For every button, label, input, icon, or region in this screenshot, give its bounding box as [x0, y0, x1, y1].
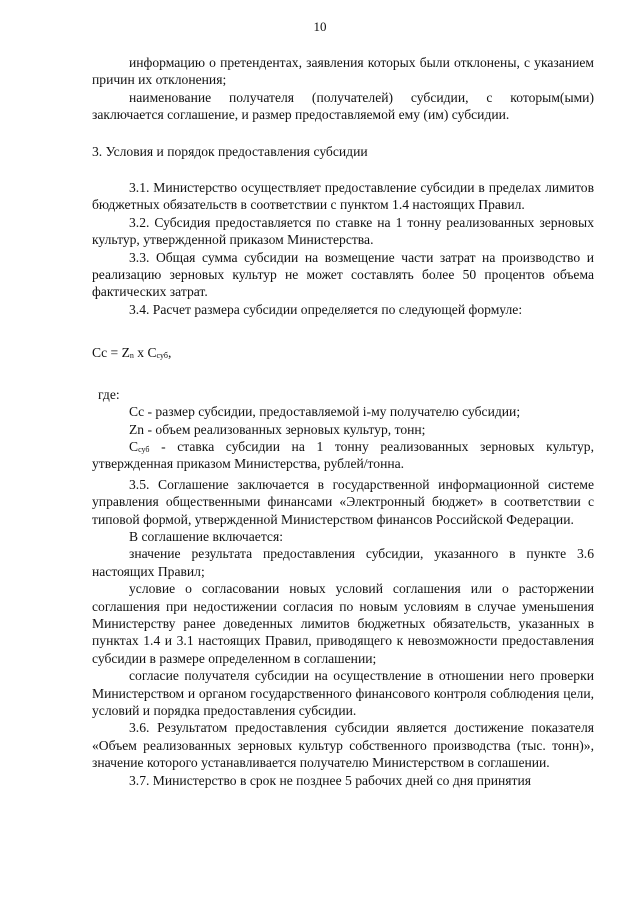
clause-3-7: 3.7. Министерство в срок не позднее 5 рабочих дней со дня принятия: [129, 772, 532, 788]
definition-cc: [92, 403, 594, 420]
agreement-item: согласие получателя субсидии на осуществление в отношении него проверки Министерством и органом государственного финансового контроля соблюдения цели, условий и порядка предоставления субсидии.: [92, 668, 594, 718]
clause-3-1: 3.1. Министерство осуществляет предоставление субсидии в пределах лимитов бюджетных обязательств в соответствии с пунктом 1.4 настоящих Правил.: [92, 180, 594, 213]
definition-zn: [92, 421, 594, 438]
agreement-includes: В соглашение включается:: [129, 528, 283, 544]
agreement-item: условие о согласовании новых условий соглашения или о расторжении соглашения при недостижении согласия по новым условиям в случае уменьшения Министерству ранее доведенных лимитов бюджетных обязательств, указанных в пунктах 1.4 и 3.1 настоящих Правил, приводящего к невозможности предоставления субсидии в размере определенном в соглашении;: [92, 581, 594, 666]
clause-3-4: 3.4. Расчет размера субсидии определяется по следующей формуле:: [129, 301, 523, 317]
definition-symbol: Cc: [129, 404, 145, 420]
formula-lhs: Cc = Z: [92, 345, 130, 361]
formula: [92, 344, 594, 361]
definition-text: - размер субсидии, предоставляемой i-му получателю субсидии;: [144, 404, 521, 420]
section-heading: 3. Условия и порядок предоставления субсидии: [92, 143, 368, 159]
formula-z-subscript: n: [129, 351, 134, 361]
definition-symbol: C: [129, 438, 139, 454]
definition-subscript: суб: [138, 444, 150, 454]
definition-text: - объем реализованных зерновых культур, тонн;: [144, 421, 426, 437]
where-label: где:: [98, 386, 120, 402]
formula-c-subscript: суб: [156, 351, 168, 361]
formula-mid: x C: [133, 345, 157, 361]
page-number: 10: [313, 19, 327, 34]
agreement-item: значение результата предоставления субсидии, указанного в пункте 3.6 настоящих Правил;: [92, 546, 594, 579]
formula-tail: ,: [167, 345, 172, 361]
definition-symbol: Zn: [129, 421, 145, 437]
definition-text: - ставка субсидии на 1 тонну реализованных зерновых культур, утвержденная приказом Министерства, рублей/тонна.: [92, 438, 594, 472]
clause-3-5: 3.5. Соглашение заключается в государственной информационной системе управления общественными финансами «Электронный бюджет» в соответствии с типовой формой, утвержденной Министерством финансов Российской Федерации.: [92, 476, 594, 527]
clause-3-3: 3.3. Общая сумма субсидии на возмещение части затрат на производство и реализацию зерновых культур не может составлять более 50 процентов объема фактических затрат.: [92, 249, 594, 300]
document-body: [92, 54, 594, 789]
clause-3-6: 3.6. Результатом предоставления субсидии является достижение показателя «Объем реализованных зерновых культур собственного производства (тыс. тонн)», значение которого устанавливается получателю Министерством в соглашении.: [92, 720, 594, 771]
paragraph: наименование получателя (получателей) субсидии, с которым(ыми) заключается соглашение, и размер предоставляемой ему (им) субсидии.: [92, 89, 594, 123]
paragraph: информацию о претендентах, заявления которых были отклонены, с указанием причин их отклонения;: [92, 55, 594, 88]
clause-3-2: 3.2. Субсидия предоставляется по ставке на 1 тонну реализованных зерновых культур, утвержденной приказом Министерства.: [92, 214, 594, 248]
definition-csub: [92, 438, 594, 473]
